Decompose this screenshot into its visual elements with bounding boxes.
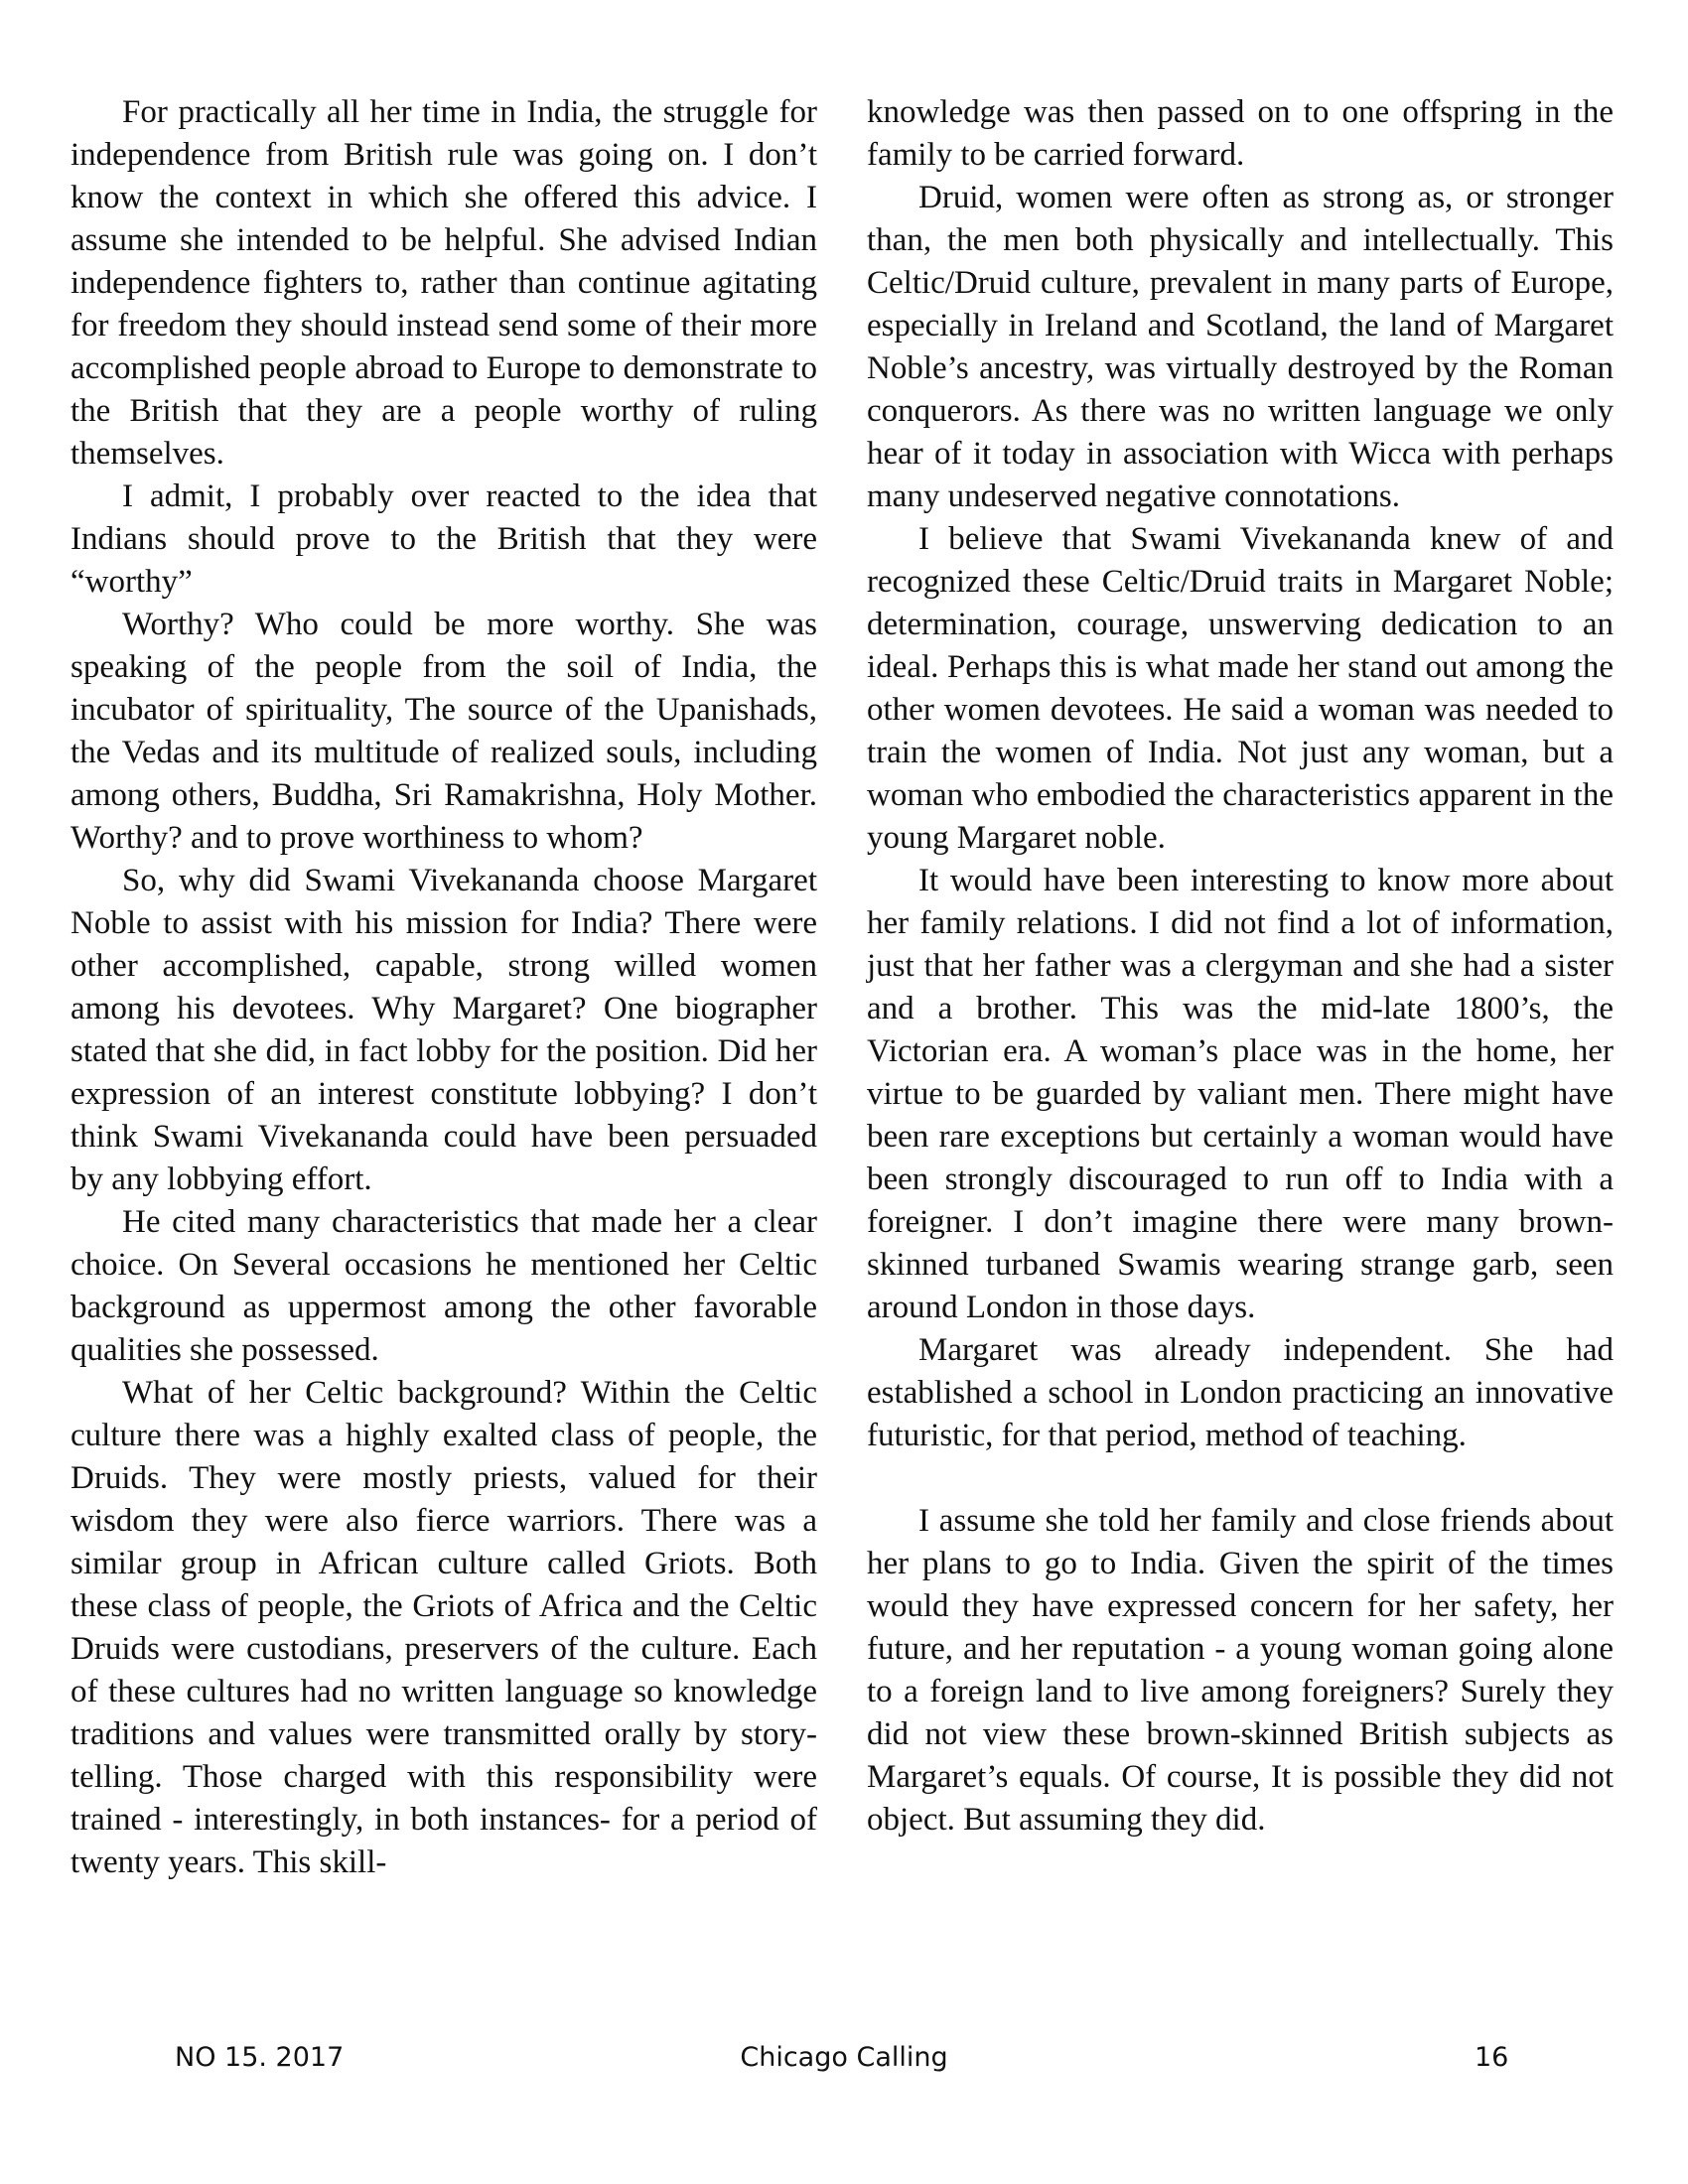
page-footer [0, 2042, 1688, 2082]
paragraph: He cited many characteristics that made her a clear choice. On Several occasions he mentioned her Celtic background as uppermost among the other favorable qualities she possessed. [70, 1204, 817, 1368]
paragraph: Worthy? Who could be more worthy. She was speaking of the people from the soil of India, the incubator of spirituality, The source of the Upanishads, the Vedas and its multitude of realized souls, including among others, Buddha, Sri Ramakrishna, Holy Mother. Worthy? and to prove worthiness to whom? [70, 607, 817, 856]
right-column [867, 91, 1614, 1842]
paragraph-continued: knowledge was then passed on to one offspring in the family to be carried forward. [867, 94, 1614, 173]
paragraph: I assume she told her family and close friends about her plans to go to India. Given the spirit of the times would they have expressed concern for her safety, her future, and her reputation - a young woman going alone to a foreign land to live among foreigners? Surely they did not view these brown-skinned British subjects as Margaret’s equals. Of course, It is possible they did not object. But assuming they did. [867, 1503, 1614, 1838]
paragraph: For practically all her time in India, the struggle for independence from British rule was going on. I don’t know the context in which she offered this advice. I assume she intended to be helpful. She advised Indian independence fighters to, rather than continue agitating for freedom they should instead send some of their more accomplished people abroad to Europe to demonstrate to the British that they are a people worthy of ruling themselves. [70, 94, 817, 472]
issue-label: NO 15. 2017 [175, 2042, 345, 2073]
paragraph: Druid, women were often as strong as, or stronger than, the men both physically and intellectually. This Celtic/Druid culture, prevalent in many parts of Europe, especially in Ireland and Scotland, the land of Margaret Noble’s ancestry, was virtually destroyed by the Roman conquerors. As there was no written language we only hear of it today in association with Wicca with perhaps many undeserved negative connotations. [867, 180, 1614, 514]
page-number: 16 [1475, 2042, 1509, 2073]
paragraph: What of her Celtic background? Within the Celtic culture there was a highly exalted class of people, the Druids. They were mostly priests, valued for their wisdom they were also fierce warriors. There was a similar group in African culture called Griots. Both these class of people, the Griots of Africa and the Celtic Druids were custodians, preservers of the culture. Each of these cultures had no written language so knowledge traditions and values were transmitted orally by story-telling. Those charged with this responsibility were trained - interestingly, in both instances- for a period of twenty years. This skill- [70, 1375, 817, 1880]
paragraph: I admit, I probably over reacted to the idea that Indians should prove to the British that they were “worthy” [70, 478, 817, 600]
publication-title: Chicago Calling [740, 2042, 948, 2073]
left-column [70, 91, 817, 1884]
paragraph: So, why did Swami Vivekananda choose Margaret Noble to assist with his mission for India? There were other accomplished, capable, strong willed women among his devotees. Why Margaret? One biographer stated that she did, in fact lobby for the position. Did her expression of an interest constitute lobbying? I don’t think Swami Vivekananda could have been persuaded by any lobbying effort. [70, 863, 817, 1197]
paragraph: It would have been interesting to know more about her family relations. I did not find a lot of information, just that her father was a clergyman and she had a sister and a brother. This was the mid-late 1800’s, the Victorian era. A woman’s place was in the home, her virtue to be guarded by valiant men. There might have been rare exceptions but certainly a woman would have been strongly discouraged to run off to India with a foreigner. I don’t imagine there were many brown-skinned turbaned Swamis wearing strange garb, seen around London in those days. [867, 863, 1614, 1325]
paragraph: I believe that Swami Vivekananda knew of and recognized these Celtic/Druid traits in Margaret Noble; determination, courage, unswerving dedication to an ideal. Perhaps this is what made her stand out among the other women devotees. He said a woman was needed to train the women of India. Not just any woman, but a woman who embodied the characteristics apparent in the young Margaret noble. [867, 521, 1614, 856]
paragraph: Margaret was already independent. She had established a school in London practicing an innovative futuristic, for that period, method of teaching. [867, 1332, 1614, 1453]
